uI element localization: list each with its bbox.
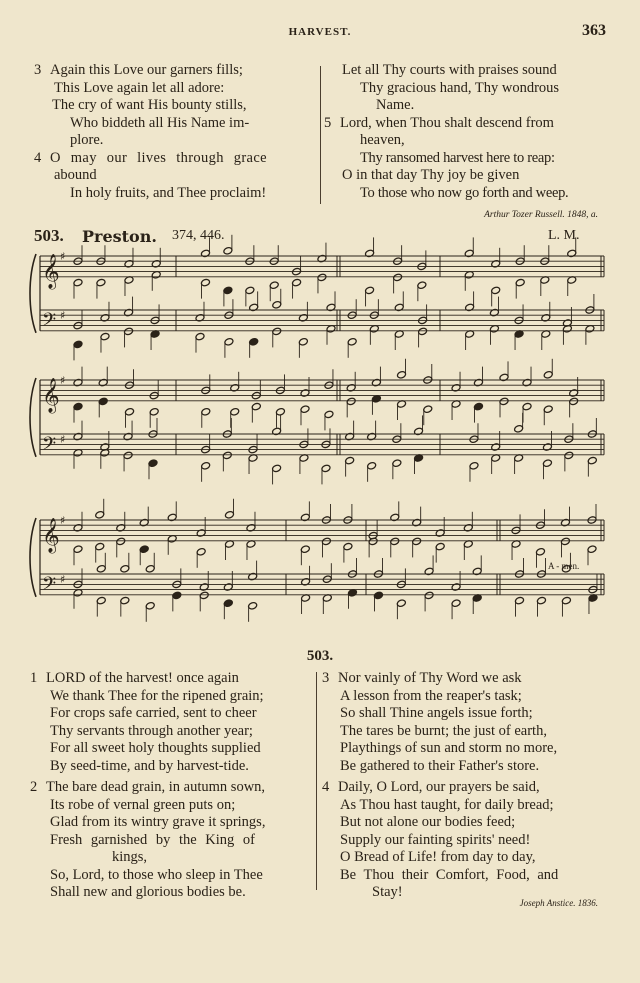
note-head — [95, 511, 105, 520]
note-head — [201, 278, 211, 287]
note-head — [365, 286, 375, 295]
note-head — [249, 338, 259, 347]
note-head — [418, 327, 428, 336]
note-head — [145, 602, 155, 611]
amen-text: A - men. — [548, 561, 580, 571]
note-head — [343, 542, 353, 551]
sharp-key-signature: ♯ — [60, 433, 66, 446]
note-head — [223, 247, 233, 256]
verse-line: Again this Love our garners fills; — [50, 62, 243, 78]
note-head — [123, 451, 133, 460]
note-head — [96, 278, 106, 287]
note-head — [269, 281, 279, 290]
verse-line: Lord, when Thou shalt descend from — [340, 114, 554, 131]
verse-line: Thy gracious hand, Thy wondrous — [360, 79, 560, 96]
verse-line: Daily, O Lord, our prayers be said, — [338, 779, 540, 795]
verse-line: plore. — [70, 132, 104, 148]
note-head — [275, 408, 285, 417]
note-head — [223, 599, 233, 608]
note-head — [347, 338, 357, 347]
verse-number: 4 — [322, 779, 330, 795]
note-head — [522, 402, 532, 411]
page-number: 363 — [582, 22, 606, 39]
note-head — [317, 273, 327, 282]
verse-number: 3 — [34, 62, 42, 78]
verse-line: Playthings of sun and storm no more, — [340, 740, 558, 756]
verse-line: For crops safe carried, sent to cheer — [50, 705, 257, 721]
note-head — [124, 327, 134, 336]
system-brace — [30, 378, 36, 457]
running-header: HARVEST. — [288, 26, 352, 38]
sharp-key-signature: ♯ — [60, 374, 66, 387]
note-head — [424, 591, 434, 600]
note-head — [224, 338, 234, 347]
note-head — [393, 273, 403, 282]
top-hymn-attribution: Arthur Tozer Russell. 1848, a. — [484, 210, 598, 220]
note-head — [390, 537, 400, 546]
verse-number: 2 — [30, 779, 38, 795]
note-head — [96, 596, 106, 605]
verse-line: As Thou hast taught, for daily bread; — [340, 796, 554, 813]
note-head — [201, 462, 211, 471]
note-head — [515, 596, 525, 605]
note-head — [367, 462, 377, 471]
note-head — [95, 542, 105, 551]
tune-meter-numbers: 374, 446. — [172, 228, 225, 243]
note-head — [569, 397, 579, 406]
sharp-key-signature: ♯ — [60, 309, 66, 322]
note-head — [73, 340, 83, 349]
note-head — [499, 397, 509, 406]
note-head — [230, 408, 240, 417]
hymn-left-column — [30, 670, 265, 902]
note-head — [120, 565, 130, 574]
note-head — [222, 451, 232, 460]
note-head — [543, 371, 553, 380]
bass-clef: 𝄢 — [42, 309, 57, 335]
note-head — [397, 371, 407, 380]
note-head — [435, 542, 445, 551]
note-head — [564, 451, 574, 460]
note-head — [225, 511, 235, 520]
note-head — [321, 464, 331, 473]
note-head — [245, 286, 255, 295]
note-head — [451, 599, 461, 608]
note-head — [125, 408, 135, 417]
note-head — [412, 537, 422, 546]
note-head — [116, 537, 126, 546]
note-head — [587, 456, 597, 465]
verse-line: O in that day Thy joy be given — [342, 167, 520, 183]
note-head — [543, 405, 553, 414]
note-head — [392, 459, 402, 468]
verse-number: 1 — [30, 670, 38, 686]
verse-line: This Love again let all adore: — [54, 79, 225, 96]
note-head — [417, 281, 427, 290]
verse-line: In holy fruits, and Thee proclaim! — [70, 184, 267, 201]
note-head — [473, 402, 483, 411]
verse-line: The cry of want His bounty stills, — [52, 97, 247, 113]
verse-line: By seed-time, and by harvest-tide. — [50, 757, 249, 774]
verse-line: Be Thou their Comfort, Food, and — [340, 866, 559, 883]
note-head — [515, 278, 525, 287]
note-head — [149, 408, 159, 417]
note-head — [300, 405, 310, 414]
verse-line: Glad from its wintry grave it springs, — [50, 814, 266, 830]
verse-line: But not alone our bodies feed; — [340, 814, 516, 830]
verse-line: Who biddeth all His Name im- — [70, 114, 250, 131]
note-head — [272, 301, 282, 310]
note-head — [248, 602, 258, 611]
verse-line: The tares be burnt; the just of earth, — [340, 722, 547, 739]
verse-line: The bare dead grain, in autumn sown, — [46, 779, 266, 795]
note-head — [272, 327, 282, 336]
verse-line: So shall Thine angels issue forth; — [340, 705, 533, 721]
verse-line: LORD of the harvest! once again — [46, 670, 239, 686]
note-head — [139, 545, 149, 554]
sharp-key-signature: ♯ — [60, 514, 66, 527]
treble-clef: 𝄞 — [42, 377, 60, 413]
verse-line: Thy servants through another year; — [50, 722, 253, 739]
note-head — [300, 545, 310, 554]
tune-number: 503. — [34, 226, 64, 245]
verse-line: We thank Thee for the ripened grain; — [50, 687, 264, 704]
tune-meter: L. M. — [548, 228, 580, 243]
column-rule — [316, 672, 317, 890]
verse-line: Nor vainly of Thy Word we ask — [338, 670, 522, 686]
note-head — [561, 596, 571, 605]
verse-line: abound — [54, 167, 97, 183]
verse-line: Name. — [376, 97, 415, 113]
note-head — [201, 408, 211, 417]
verse-line: Thy ransomed harvest here to reap: — [360, 149, 555, 166]
note-head — [148, 459, 158, 468]
note-head — [373, 591, 383, 600]
verse-line: Fresh garnished by the King of — [50, 831, 256, 848]
verse-line: Supply our fainting spirits' need! — [340, 831, 531, 848]
note-head — [542, 459, 552, 468]
verse-line: To those who now go forth and weep. — [360, 184, 569, 201]
verse-number: 4 — [34, 149, 42, 166]
verse-line: Stay! — [372, 884, 403, 900]
sharp-key-signature: ♯ — [60, 250, 66, 263]
bass-clef: 𝄢 — [42, 433, 57, 459]
verse-line: So, Lord, to those who sleep in Thee — [50, 866, 263, 883]
note-head — [199, 591, 209, 600]
note-head — [223, 286, 233, 295]
note-head — [292, 278, 302, 287]
note-head — [321, 537, 331, 546]
verse-line: Shall new and glorious bodies be. — [50, 884, 246, 900]
verse-number: 5 — [324, 114, 332, 131]
verse-line: For all sweet holy thoughts supplied — [50, 740, 261, 756]
note-head — [345, 456, 355, 465]
bass-clef: 𝄢 — [42, 573, 57, 599]
note-head — [272, 464, 282, 473]
note-head — [73, 402, 83, 411]
treble-clef: 𝄞 — [42, 517, 60, 553]
note-head — [196, 548, 206, 557]
note-head — [560, 537, 570, 546]
note-head — [491, 286, 501, 295]
note-head — [396, 599, 406, 608]
note-head — [98, 397, 108, 406]
note-head — [73, 545, 83, 554]
verse-line: O may our lives through grace — [50, 149, 267, 166]
system-brace — [30, 254, 36, 333]
verse-line: O Bread of Life! from day to day, — [340, 849, 536, 865]
hymn-attribution: Joseph Anstice. 1836. — [519, 898, 598, 908]
note-head — [145, 565, 155, 574]
note-head — [195, 332, 205, 341]
sharp-key-signature: ♯ — [60, 573, 66, 586]
note-head — [172, 591, 182, 600]
note-head — [469, 462, 479, 471]
note-head — [73, 278, 83, 287]
note-head — [514, 425, 524, 434]
treble-clef: 𝄞 — [42, 253, 60, 289]
verse-line: Let all Thy courts with praises sound — [342, 62, 557, 78]
hymn-number: 503. — [306, 648, 334, 664]
note-head — [536, 596, 546, 605]
verse-line: Be gathered to their Father's store. — [340, 757, 540, 774]
verse-number: 3 — [322, 670, 330, 686]
note-head — [100, 332, 110, 341]
system-brace — [30, 518, 36, 597]
note-head — [298, 338, 308, 347]
verse-line: A lesson from the reaper's task; — [340, 687, 522, 704]
note-head — [324, 410, 334, 419]
note-head — [346, 397, 356, 406]
note-head — [587, 545, 597, 554]
note-head — [536, 548, 546, 557]
verse-line: heaven, — [360, 132, 405, 148]
note-head — [96, 565, 106, 574]
note-head — [423, 405, 433, 414]
verse-line: Its robe of vernal green puts on; — [50, 796, 236, 813]
music-systems — [30, 235, 604, 622]
note-head — [251, 402, 261, 411]
verse-line: kings, — [112, 849, 148, 865]
tune-name: Preston. — [82, 227, 157, 246]
hymn-right-column — [322, 670, 558, 902]
note-head — [120, 596, 130, 605]
